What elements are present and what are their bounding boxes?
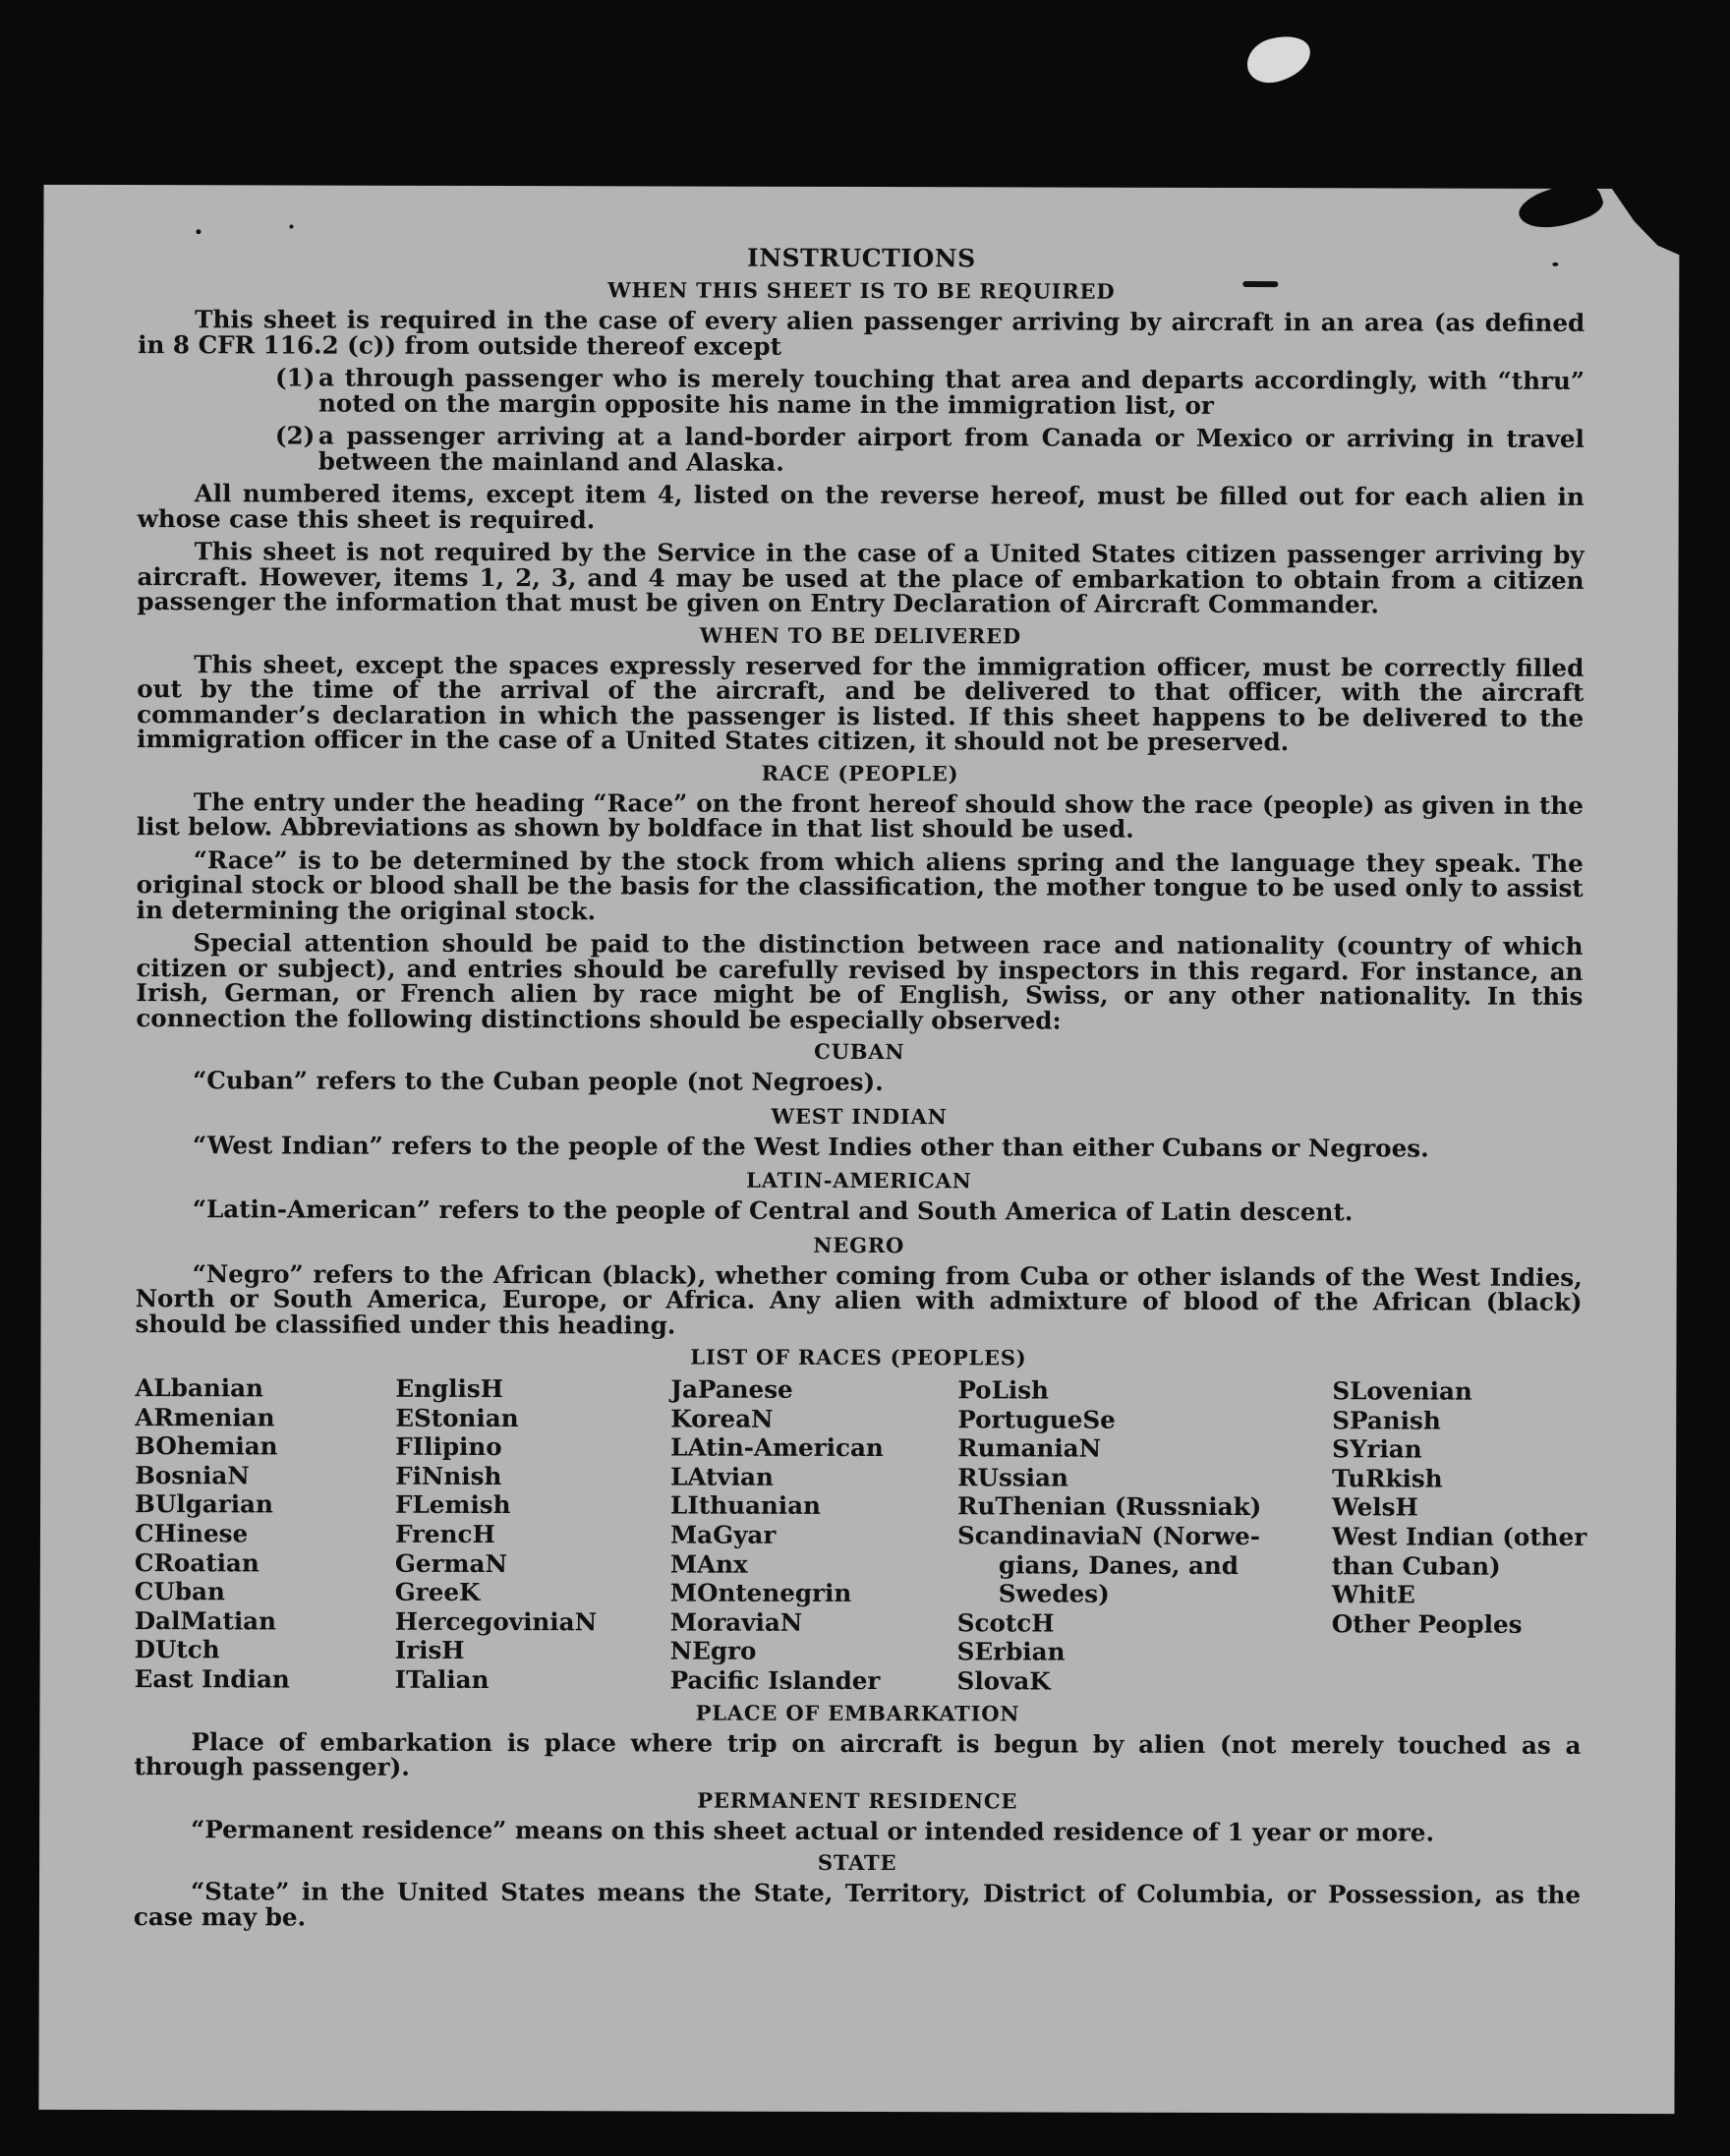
race-entry: MaGyar — [669, 1520, 777, 1549]
race-entry: Pacific Islander — [669, 1665, 881, 1695]
paragraph-citizen: This sheet is not required by the Service in the case of a United States citizen passenger arriving by aircraft. However, items 1, 2, 3, and 4 may be used at the place of embarkation to obtain from a citizen passenger the information that must be given on Entry Declaration of Aircraft Commander. — [137, 537, 1585, 619]
race-entry: BOhemian — [135, 1431, 278, 1461]
race-entry: BUlgarian — [135, 1489, 273, 1519]
heading-latin-american: LATIN-AMERICAN — [746, 1167, 972, 1194]
heading-race: RACE (PEOPLE) — [761, 760, 959, 786]
race-entry: NEgro — [669, 1636, 757, 1666]
race-entry: East Indian — [134, 1664, 290, 1694]
races-list — [134, 1373, 1587, 1697]
race-entry: MOntenegrin — [669, 1578, 852, 1608]
race-entry: PortugueSe — [957, 1404, 1116, 1434]
race-entry: ITalian — [394, 1664, 490, 1694]
race-entry: MoraviaN — [669, 1607, 803, 1637]
race-entry: PoLish — [957, 1375, 1050, 1405]
race-entry: FrencH — [394, 1519, 495, 1549]
race-entry: RumaniaN — [957, 1433, 1102, 1463]
definition-embarkation: Place of embarkation is place where trip on aircraft is begun by alien (not merely touched as a through passenger). — [134, 1726, 1582, 1781]
heading-when-delivered: WHEN TO BE DELIVERED — [699, 622, 1021, 648]
item-text: a passenger arriving at a land-border airport from Canada or Mexico or arriving in travel between the mainland and Alaska. — [317, 421, 1585, 477]
heading-when-required: WHEN THIS SHEET IS TO BE REQUIRED — [607, 277, 1116, 304]
race-entry: FIlipino — [395, 1431, 502, 1462]
race-entry: RuThenian (Russniak) — [957, 1491, 1262, 1522]
item-number: (1) — [275, 363, 316, 392]
races-column-3 — [670, 1374, 958, 1695]
races-column-1 — [135, 1373, 396, 1694]
races-column-2 — [395, 1374, 671, 1695]
race-entry: ALbanian — [135, 1373, 263, 1403]
race-entry: SlovaK — [956, 1666, 1051, 1696]
item-number: (2) — [274, 421, 316, 450]
race-entry: MAnx — [669, 1549, 748, 1579]
race-entry-continued: gians, Danes, and — [998, 1549, 1240, 1580]
race-entry: LIthuanian — [670, 1490, 821, 1521]
definition-negro: “Negro” refers to the African (black), whether coming from Cuba or other islands of the West Indies, North or South America, Europe, or Africa. Any alien with admixture of blood of the African (black) should be classified under this heading. — [135, 1258, 1583, 1340]
race-entry: SErbian — [956, 1637, 1066, 1666]
race-entry: FLemish — [395, 1490, 511, 1520]
ink-speck — [1242, 281, 1278, 287]
race-entry: HercegoviniaN — [394, 1606, 598, 1637]
exception-item-1 — [138, 365, 1585, 419]
paper-blemish — [1241, 29, 1315, 88]
definition-cuban: “Cuban” refers to the Cuban people (not Negroes). — [193, 1066, 884, 1097]
race-entry: RUssian — [957, 1463, 1068, 1492]
race-entry: SPanish — [1332, 1405, 1441, 1435]
paragraph-race-2: “Race” is to be determined by the stock from which aliens spring and the language they speak. The original stock or blood shall be the basis for the classification, the mother tongue to be used only to assist in determining the original stock. — [136, 845, 1584, 925]
race-entry: West Indian (other — [1331, 1522, 1587, 1551]
heading-cuban: CUBAN — [814, 1038, 905, 1065]
race-entry: WhitE — [1331, 1580, 1415, 1609]
race-entry: BosniaN — [135, 1460, 250, 1490]
race-entry-continued: than Cuban) — [1331, 1550, 1501, 1581]
paragraph-required-intro: This sheet is required in the case of every alien passenger arriving by aircraft in an area (as defined in 8 CFR 116.2 (c)) from outside thereof except — [138, 305, 1586, 361]
race-entry: ScandinaviaN (Norwe- — [956, 1521, 1261, 1551]
race-entry: CUban — [134, 1577, 225, 1606]
race-entry: DUtch — [134, 1635, 220, 1664]
race-entry: CRoatian — [134, 1547, 260, 1577]
heading-west-indian: WEST INDIAN — [771, 1103, 948, 1129]
heading-list-of-races: LIST OF RACES (PEOPLES) — [690, 1344, 1027, 1370]
race-entry: WelsH — [1332, 1492, 1418, 1522]
definition-latin-american: “Latin-American” refers to the people of Central and South America of Latin descent. — [192, 1195, 1354, 1227]
race-entry: IrisH — [394, 1636, 465, 1665]
race-entry: LAtin-American — [670, 1432, 884, 1463]
ink-speck — [1552, 262, 1558, 266]
race-entry: SYrian — [1332, 1434, 1422, 1464]
ink-speck — [289, 224, 293, 228]
race-entry: KoreaN — [670, 1404, 774, 1433]
race-entry: TuRkish — [1332, 1464, 1443, 1493]
ink-speck — [196, 229, 201, 234]
race-entry: LAtvian — [670, 1462, 774, 1491]
race-entry: FiNnish — [395, 1461, 502, 1490]
race-entry: GreeK — [394, 1577, 481, 1607]
instruction-sheet — [38, 185, 1679, 2114]
paragraph-delivered: This sheet, except the spaces expressly reserved for the immigration officer, must be correctly filled out by the time of the arrival of the aircraft, and be delivered to that officer, with the aircraft commander’s declaration in which the passenger is listed. If this sheet happens to be delivered to the immigration officer in the case of a United States citizen, it should not be preserved. — [137, 649, 1585, 757]
item-text: a through passenger who is merely touching that area and departs accordingly, with “thru” noted on the margin opposite his name in the immigration list, or — [317, 363, 1586, 420]
definition-residence: “Permanent residence” means on this sheet actual or intended residence of 1 year or more. — [191, 1814, 1435, 1847]
race-entry: CHinese — [134, 1519, 249, 1548]
paragraph-numbered-items: All numbered items, except item 4, listed on the reverse hereof, must be filled out for each alien in whose case this sheet is required. — [137, 479, 1585, 534]
heading-residence: PERMANENT RESIDENCE — [697, 1787, 1018, 1813]
races-column-5 — [1332, 1376, 1588, 1697]
definition-west-indian: “West Indian” refers to the people of the West Indies other than either Cubans or Negroes. — [192, 1130, 1429, 1163]
races-column-4 — [957, 1375, 1333, 1697]
race-entry: ARmenian — [135, 1402, 275, 1432]
paragraph-race-1: The entry under the heading “Race” on the front hereof should show the race (people) as given in the list below. Abbreviations as shown by boldface in that list should be used. — [136, 787, 1584, 844]
paragraph-race-3: Special attention should be paid to the distinction between race and nationality (country of which citizen or subject), and entries should be carefully revised by inspectors in this regard. For instance, an Irish, German, or French alien by race might be of English, Swiss, or any other nationality. In this connection the following distinctions should be especially observed: — [136, 928, 1584, 1035]
exception-item-2 — [138, 423, 1585, 477]
race-entry: DalMatian — [134, 1605, 277, 1636]
race-entry: EnglisH — [395, 1373, 503, 1404]
race-entry: GermaN — [394, 1548, 507, 1578]
heading-negro: NEGRO — [813, 1232, 905, 1257]
race-entry: Other Peoples — [1331, 1609, 1523, 1639]
heading-state: STATE — [817, 1849, 897, 1876]
race-entry: EStonian — [395, 1403, 519, 1432]
race-entry: SLovenian — [1332, 1376, 1472, 1406]
race-entry: JaPanese — [670, 1374, 793, 1404]
definition-state: “State” in the United States means the State, Territory, District of Columbia, or Possession, as the case may be. — [133, 1877, 1582, 1932]
race-entry: ScotcH — [956, 1608, 1055, 1638]
heading-embarkation: PLACE OF EMBARKATION — [695, 1700, 1020, 1725]
page-title: INSTRUCTIONS — [746, 243, 976, 273]
race-entry-continued: Swedes) — [998, 1579, 1110, 1608]
